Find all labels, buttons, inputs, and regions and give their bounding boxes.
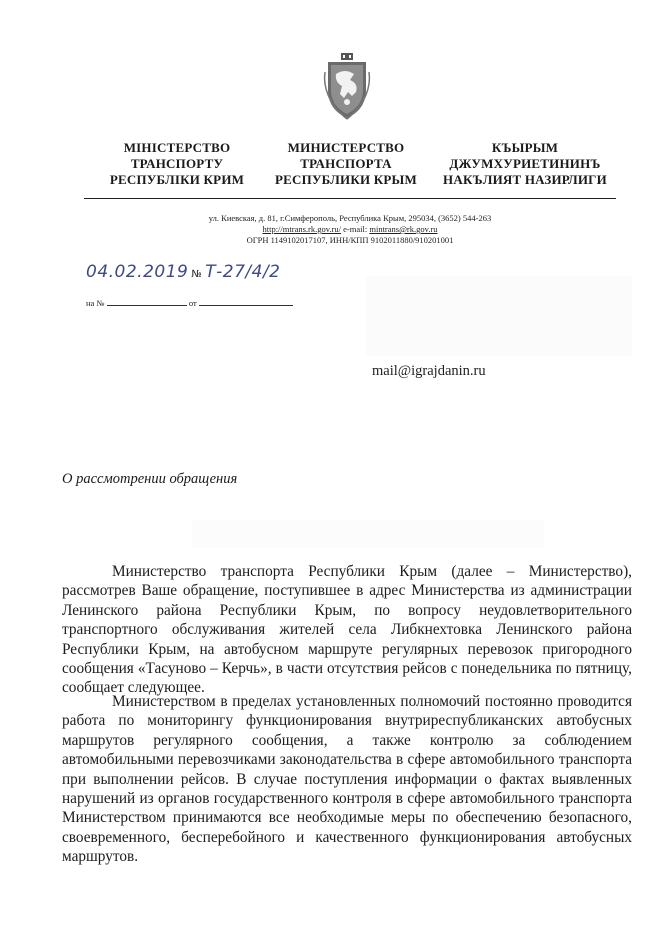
body-paragraph-2: Министерством в пределах установленных полномочий постоянно проводится работа по мониторингу функционирования внутриреспубликанских автобусных маршрутов регулярного сообщения, а также контролю за соблюдением автомобильными перевозчиками законодательства в сфере автомобильного транспорта при выполнении рейсов. В случае поступления информации о фактах выявленных нарушений из органов государственного контроля в сфере автомобильного транспорта Министерством принимаются все необходимые меры по обеспечению безопасного, своевременного, бесперебойного и качественного функционирования автобусных маршрутов.	[62, 693, 632, 866]
header-ministry-crimean-tatar: КЪЫРЫМ ДЖУМХУРИЕТИНИНЪ НАКЪЛИЯТ НАЗИРЛИГИ	[443, 140, 607, 187]
header-divider	[84, 198, 616, 199]
header-ministry-russian: МИНИСТЕРСТВО ТРАНСПОРТА РЕСПУБЛИКИ КРЫМ	[275, 140, 417, 187]
reference-date-blank	[199, 297, 293, 306]
reference-number-blank	[107, 297, 187, 306]
contact-links	[150, 224, 550, 235]
body-paragraph-1: Министерство транспорта Республики Крым (далее – Министерство), рассмотрев Ваше обращение, поступившее в адрес Министерства из администрации Ленинского района Республики Крым, по вопросу неудовлетворительного транспортного обслуживания жителей села Либкнехтовка Ленинского района Республики Крым, на автобусном маршруте регулярных перевозок пригородного сообщения «Тасуново – Керчь», в части отсутствия рейсов с понедельника по пятницу, сообщает следующее.	[62, 563, 632, 697]
contact-address: ул. Киевская, д. 81, г.Симферополь, Республика Крым, 295034, (3652) 544-263	[208, 213, 492, 223]
contact-registration-ids: ОГРН 1149102017107, ИНН/КПП 9102011880/910201001	[246, 235, 454, 245]
redacted-salutation	[192, 520, 544, 548]
outgoing-date: 04.02.2019	[86, 262, 189, 282]
website-link[interactable]: http://mtrans.rk.gov.ru/	[262, 224, 342, 234]
coat-of-arms-icon	[322, 52, 372, 120]
outgoing-registration	[86, 262, 296, 282]
letter-subject: О рассмотрении обращения	[62, 471, 238, 487]
reference-line	[86, 297, 293, 308]
header-ministry-ukrainian: МІНІСТЕРСТВО ТРАНСПОРТУ РЕСПУБЛІКИ КРИМ	[109, 140, 245, 187]
email-label: e-mail:	[343, 224, 368, 234]
outgoing-number: Т-27/4/2	[205, 262, 281, 282]
reference-date-label: от	[188, 298, 197, 308]
recipient-email: mail@igrajdanin.ru	[372, 363, 486, 379]
number-sign: №	[191, 269, 203, 280]
reference-number-label: на №	[86, 298, 105, 308]
email-link[interactable]: mintrans@rk.gov.ru	[369, 224, 438, 234]
redacted-recipient-block	[366, 276, 632, 356]
